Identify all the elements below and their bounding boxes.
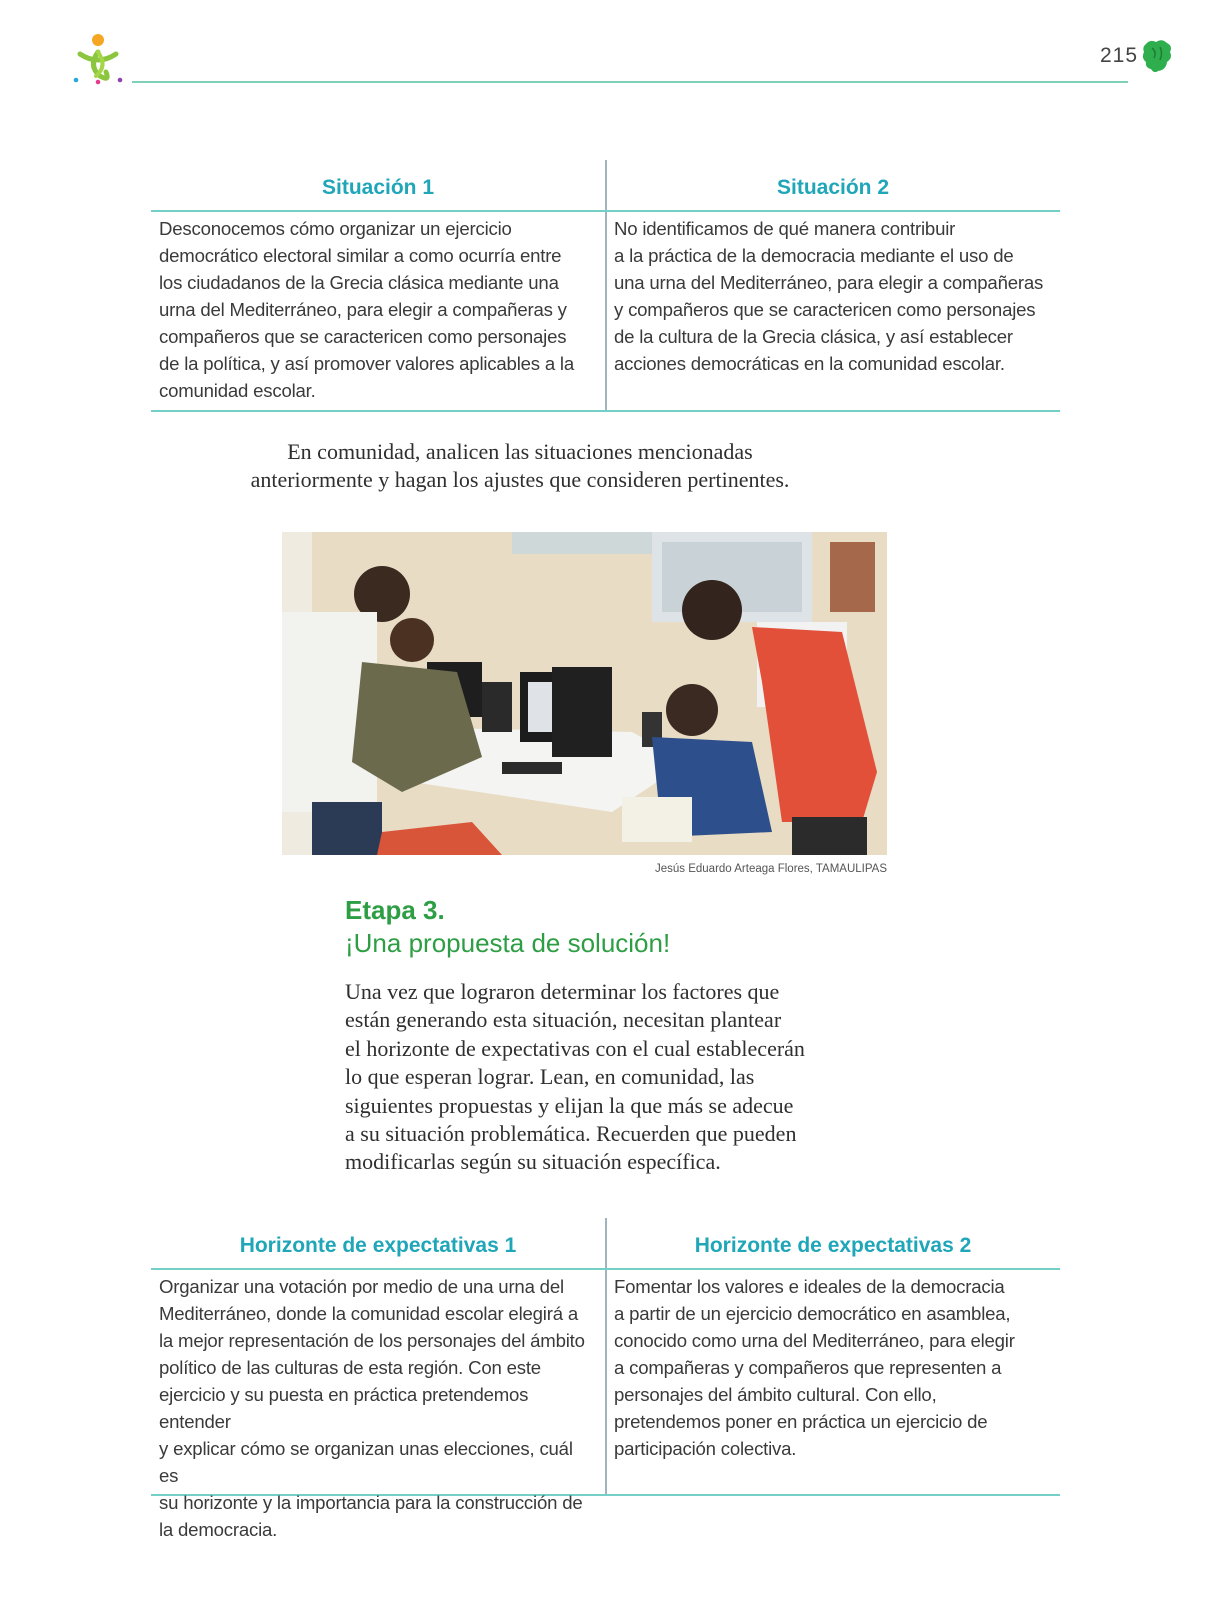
text-line: lo que esperan lograr. Lean, en comunidad, las [345,1064,755,1090]
stage-title: Etapa 3. [345,895,445,925]
text-line: están generando esta situación, necesitan plantear [345,1007,782,1033]
text-line: de la política, y así promover valores aplicables a la [159,353,575,374]
text-line: una urna del Mediterráneo, para elegir a compañeras [614,272,1044,293]
text-line: acciones democráticas en la comunidad escolar. [614,353,1005,374]
stage-subtitle: ¡Una propuesta de solución! [345,928,671,958]
text-line: siguientes propuestas y elijan la que más se adecue [345,1092,794,1118]
situation-2-title: Situación 2 [776,176,890,199]
intro-paragraph [220,438,820,494]
page-number: 215 [1100,44,1139,67]
expectation-1-text [159,1273,591,1543]
text-line: su horizonte y la importancia para la construcción de [159,1492,583,1513]
expectation-2-text [614,1273,1046,1462]
text-line: participación colectiva. [614,1438,797,1459]
table-header-rule [151,1268,1060,1270]
text-line: a partir de un ejercicio democrático en asamblea, [614,1303,1011,1324]
text-line: la democracia. [159,1519,278,1540]
text-line: la mejor representación de los personajes del ámbito [159,1330,585,1351]
text-line: y explicar cómo se organizan unas elecciones, cuál es [159,1438,573,1486]
text-line: Desconocemos cómo organizar un ejercicio [159,218,512,239]
text-line: los ciudadanos de la Grecia clásica mediante una [159,272,559,293]
text-line: pretendemos poner en práctica un ejercicio de [614,1411,988,1432]
situations-table [151,160,1060,412]
text-line: de la cultura de la Grecia clásica, y así establecer [614,326,1013,347]
text-line: político de las culturas de esta región. Con este [159,1357,541,1378]
text-line: a su situación problemática. Recuerden que pueden [345,1121,797,1147]
expectations-table [151,1218,1060,1540]
intro-line: anteriormente y hagan los ajustes que consideren pertinentes. [250,467,790,492]
green-region-icon [1140,38,1174,74]
text-line: personajes del ámbito cultural. Con ello, [614,1384,937,1405]
expectation-1-title: Horizonte de expectativas 1 [239,1234,517,1257]
classroom-photo [282,532,887,855]
text-line: conocido como urna del Mediterráneo, para elegir [614,1330,1015,1351]
figure-logo-icon [70,32,126,86]
text-line: No identificamos de qué manera contribuir [614,218,956,239]
text-line: a compañeras y compañeros que representen a [614,1357,1002,1378]
text-line: urna del Mediterráneo, para elegir a compañeras y [159,299,567,320]
intro-line: En comunidad, analicen las situaciones mencionadas [287,439,753,464]
text-line: a la práctica de la democracia mediante el uso de [614,245,1014,266]
expectation-2-title: Horizonte de expectativas 2 [694,1234,972,1257]
text-line: Mediterráneo, donde la comunidad escolar elegirá a [159,1303,578,1324]
situation-2-text [614,215,1046,377]
text-line: y compañeros que se caractericen como personajes [614,299,1036,320]
stage-body [345,978,845,1177]
text-line: el horizonte de expectativas con el cual establecerán [345,1035,805,1061]
photo-credit: Jesús Eduardo Arteaga Flores, TAMAULIPAS [654,863,887,875]
text-line: Fomentar los valores e ideales de la democracia [614,1276,1005,1297]
text-line: Organizar una votación por medio de una urna del [159,1276,564,1297]
text-line: democrático electoral similar a como ocurría entre [159,245,562,266]
text-line: comunidad escolar. [159,380,316,401]
text-line: modificarlas según su situación específica. [345,1149,721,1175]
situation-1-title: Situación 1 [321,176,435,199]
text-line: ejercicio y su puesta en práctica pretendemos entender [159,1384,529,1432]
situation-1-text [159,215,591,404]
text-line: Una vez que lograron determinar los factores que [345,979,780,1004]
header-rule [132,81,1128,83]
text-line: compañeros que se caractericen como personajes [159,326,567,347]
table-bottom-rule [151,410,1060,412]
table-header-rule [151,210,1060,212]
